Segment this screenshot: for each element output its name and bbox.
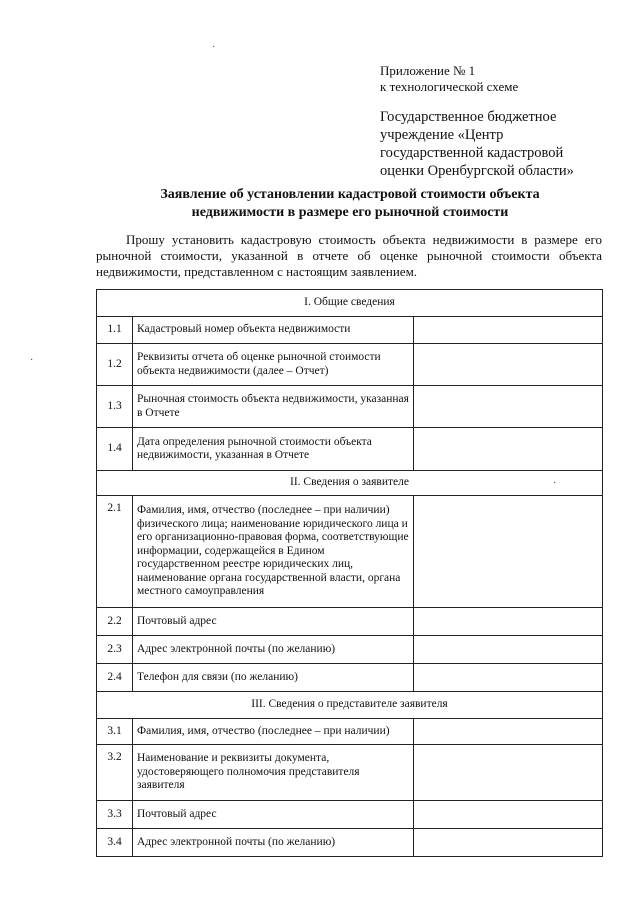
- table-row: [97, 428, 603, 471]
- application-form-table: [96, 289, 603, 857]
- value-cell[interactable]: [414, 801, 603, 829]
- value-cell[interactable]: [414, 719, 603, 745]
- table-row: [97, 829, 603, 857]
- recipient-block: [380, 108, 620, 180]
- scan-speck: ·: [212, 42, 216, 53]
- title-line-1: Заявление об установлении кадастровой стоимости объекта: [160, 187, 540, 202]
- section-header: [97, 692, 603, 719]
- value-cell[interactable]: [414, 636, 603, 664]
- row-label: Рыночная стоимость объекта недвижимости, указанная в Отчете: [133, 386, 414, 428]
- section-title: III. Сведения о представителе заявителя: [97, 692, 603, 719]
- row-number: 3.1: [97, 719, 133, 745]
- value-cell[interactable]: [414, 344, 603, 386]
- row-number: 1.1: [97, 317, 133, 344]
- section-title: II. Сведения о заявителе: [97, 471, 603, 496]
- recipient-line-1: Государственное бюджетное: [380, 109, 557, 125]
- recipient-line-3: государственной кадастровой: [380, 145, 564, 161]
- value-cell[interactable]: [414, 496, 603, 608]
- table-row: [97, 745, 603, 801]
- row-label: Наименование и реквизиты документа, удостоверяющего полномочия представителя заявителя: [133, 745, 414, 801]
- row-label: Кадастровый номер объекта недвижимости: [133, 317, 414, 344]
- row-label: Адрес электронной почты (по желанию): [133, 829, 414, 857]
- value-cell[interactable]: [414, 664, 603, 692]
- table-row: [97, 344, 603, 386]
- table-row: [97, 636, 603, 664]
- row-number: 3.3: [97, 801, 133, 829]
- row-label: Телефон для связи (по желанию): [133, 664, 414, 692]
- document-title: [60, 186, 640, 222]
- row-number: 2.3: [97, 636, 133, 664]
- appendix-line-2: к технологической схеме: [380, 79, 519, 94]
- row-number: 3.2: [97, 745, 133, 801]
- value-cell[interactable]: [414, 317, 603, 344]
- table-row: [97, 719, 603, 745]
- scan-speck: ·: [30, 355, 34, 366]
- row-label: Фамилия, имя, отчество (последнее – при наличии): [133, 719, 414, 745]
- table-row: [97, 801, 603, 829]
- title-line-2: недвижимости в размере его рыночной стоимости: [191, 205, 509, 220]
- row-number: 2.2: [97, 608, 133, 636]
- section-header: [97, 290, 603, 317]
- row-number: 2.4: [97, 664, 133, 692]
- row-label: Дата определения рыночной стоимости объекта недвижимости, указанная в Отчете: [133, 428, 414, 471]
- row-label: Почтовый адрес: [133, 608, 414, 636]
- value-cell[interactable]: [414, 829, 603, 857]
- row-number: 2.1: [97, 496, 133, 608]
- table-row: [97, 386, 603, 428]
- row-number: 1.2: [97, 344, 133, 386]
- row-number: 1.3: [97, 386, 133, 428]
- value-cell[interactable]: [414, 428, 603, 471]
- intro-paragraph: Прошу установить кадастровую стоимость объекта недвижимости в размере его рыночной стоимости, указанной в отчете об оценке рыночной стоимости объекта недвижимости, представленном с настоящим заявлением.: [96, 232, 602, 279]
- section-title: I. Общие сведения: [97, 290, 603, 317]
- table-row: [97, 608, 603, 636]
- appendix-label: [380, 63, 518, 95]
- recipient-line-2: учреждение «Центр: [380, 127, 504, 143]
- row-label: Реквизиты отчета об оценке рыночной стоимости объекта недвижимости (далее – Отчет): [133, 344, 414, 386]
- row-number: 3.4: [97, 829, 133, 857]
- table-row: [97, 496, 603, 608]
- value-cell[interactable]: [414, 745, 603, 801]
- row-number: 1.4: [97, 428, 133, 471]
- value-cell[interactable]: [414, 386, 603, 428]
- table-row: [97, 664, 603, 692]
- appendix-line-1: Приложение № 1: [380, 63, 476, 78]
- recipient-line-4: оценки Оренбургской области»: [380, 163, 574, 179]
- value-cell[interactable]: [414, 608, 603, 636]
- row-label: Почтовый адрес: [133, 801, 414, 829]
- row-label: Адрес электронной почты (по желанию): [133, 636, 414, 664]
- section-header: [97, 471, 603, 496]
- row-label: Фамилия, имя, отчество (последнее – при наличии) физического лица; наименование юридического лица и его организационно-правовая форма, соответствующие информации, содержащейся в Едином государственном реестре юридических лиц, наименование органа государственной власти, органа местного самоуправления: [133, 496, 414, 608]
- table-row: [97, 317, 603, 344]
- scan-speck: ·: [553, 478, 557, 489]
